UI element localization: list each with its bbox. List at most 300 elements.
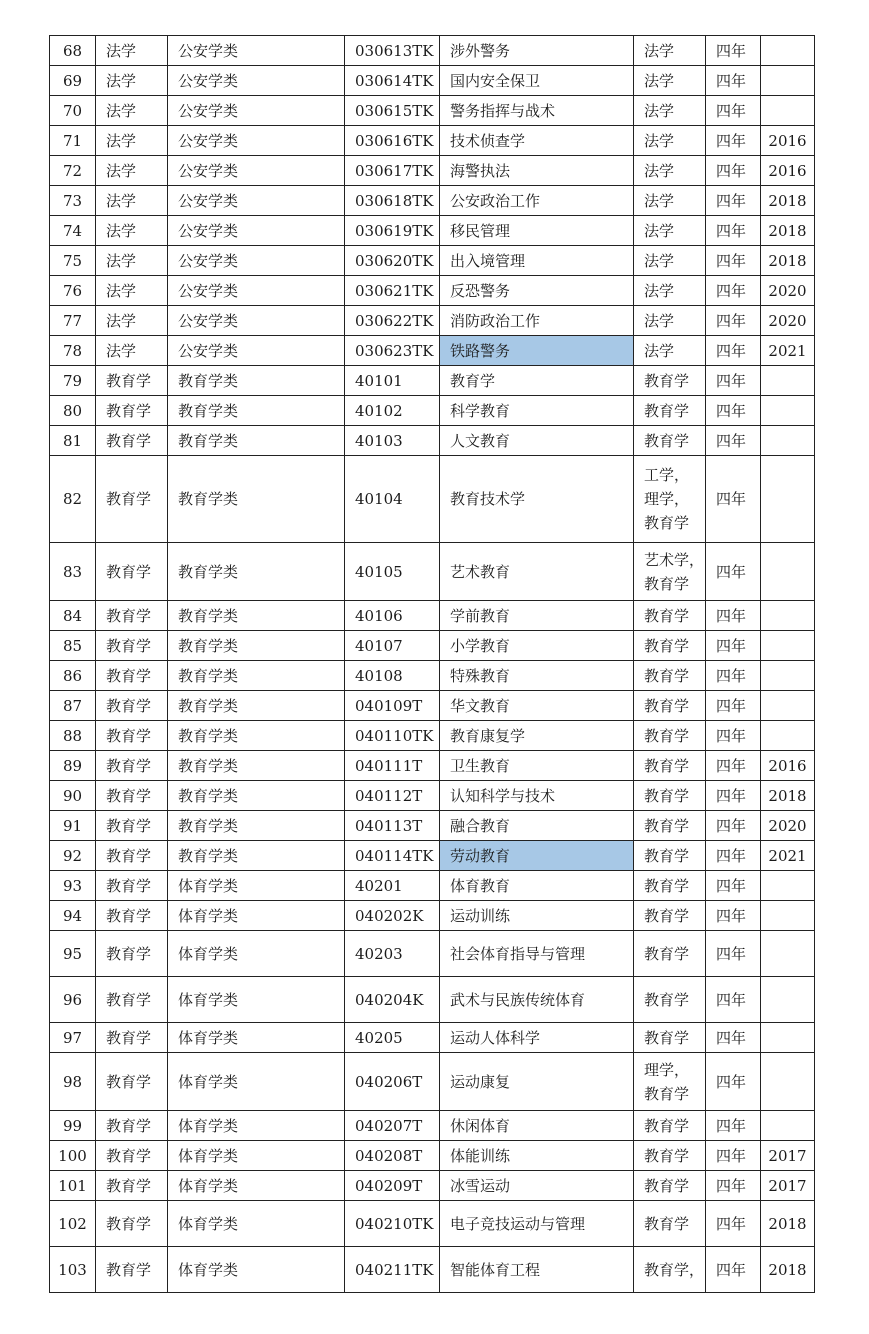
category-cell: 教育学类 [168,631,345,661]
duration-cell: 四年 [706,186,761,216]
code-cell: 030614TK [345,66,440,96]
category-cell: 体育学类 [168,1247,345,1293]
discipline-cell: 法学 [96,36,168,66]
duration-cell: 四年 [706,841,761,871]
major-name-cell: 卫生教育 [440,751,634,781]
code-cell: 040114TK [345,841,440,871]
discipline-cell: 教育学 [96,1111,168,1141]
table-row [50,36,815,66]
degree-line: 教育学 [644,401,690,420]
year-added-cell: 2021 [761,336,815,366]
degree-line: 教育学 [644,906,690,925]
discipline-cell: 教育学 [96,841,168,871]
major-name-cell: 小学教育 [440,631,634,661]
code-cell: 040204K [345,977,440,1023]
discipline-cell: 教育学 [96,721,168,751]
major-name-cell: 海警执法 [440,156,634,186]
discipline-cell: 法学 [96,336,168,366]
discipline-cell: 教育学 [96,1201,168,1247]
code-cell: 030620TK [345,246,440,276]
row-number: 74 [50,216,96,246]
table-row [50,841,815,871]
year-added-cell [761,977,815,1023]
table-row [50,1247,815,1293]
degree-line: 教育学 [644,876,690,895]
major-name-cell: 出入境管理 [440,246,634,276]
degree-line: 教育学 [644,606,690,625]
degree-cell [634,841,706,871]
major-name-cell: 技术侦查学 [440,126,634,156]
degree-line: 教育学 [644,1084,690,1103]
degree-line: 法学 [644,341,675,360]
table-row [50,156,815,186]
degree-line: 法学 [644,191,675,210]
year-added-cell [761,66,815,96]
major-name-cell: 劳动教育 [440,841,634,871]
table-row [50,246,815,276]
degree-cell [634,631,706,661]
year-added-cell: 2017 [761,1171,815,1201]
year-added-cell [761,543,815,601]
row-number: 88 [50,721,96,751]
year-added-cell [761,96,815,126]
discipline-cell: 教育学 [96,1171,168,1201]
degree-cell [634,276,706,306]
majors-table [49,35,815,1293]
duration-cell: 四年 [706,276,761,306]
duration-cell: 四年 [706,96,761,126]
degree-line: 法学 [644,281,675,300]
major-name-cell: 铁路警务 [440,336,634,366]
year-added-cell [761,36,815,66]
row-number: 91 [50,811,96,841]
row-number: 70 [50,96,96,126]
duration-cell: 四年 [706,661,761,691]
row-number: 78 [50,336,96,366]
table-row [50,96,815,126]
discipline-cell: 教育学 [96,396,168,426]
major-name-cell: 认知科学与技术 [440,781,634,811]
discipline-cell: 教育学 [96,977,168,1023]
degree-cell [634,811,706,841]
table-row [50,216,815,246]
degree-cell [634,543,706,601]
major-name-cell: 人文教育 [440,426,634,456]
degree-line: 法学 [644,71,675,90]
category-cell: 体育学类 [168,1141,345,1171]
degree-cell [634,601,706,631]
degree-cell [634,1141,706,1171]
code-cell: 40106 [345,601,440,631]
year-added-cell: 2016 [761,751,815,781]
discipline-cell: 法学 [96,96,168,126]
code-cell: 030623TK [345,336,440,366]
code-cell: 40102 [345,396,440,426]
category-cell: 体育学类 [168,977,345,1023]
year-added-cell: 2018 [761,1201,815,1247]
degree-line: 理学， [644,1060,690,1079]
degree-cell [634,246,706,276]
degree-cell [634,336,706,366]
year-added-cell [761,931,815,977]
discipline-cell: 教育学 [96,543,168,601]
degree-line: 教育学 [644,846,690,865]
major-name-cell: 电子竞技运动与管理 [440,1201,634,1247]
major-name-cell: 体能训练 [440,1141,634,1171]
major-name-cell: 科学教育 [440,396,634,426]
degree-cell [634,1247,706,1293]
row-number: 90 [50,781,96,811]
major-name-cell: 国内安全保卫 [440,66,634,96]
category-cell: 教育学类 [168,691,345,721]
category-cell: 公安学类 [168,186,345,216]
code-cell: 030618TK [345,186,440,216]
duration-cell: 四年 [706,977,761,1023]
table-row [50,691,815,721]
row-number: 84 [50,601,96,631]
discipline-cell: 教育学 [96,601,168,631]
discipline-cell: 教育学 [96,1023,168,1053]
degree-cell [634,977,706,1023]
year-added-cell [761,396,815,426]
major-name-cell: 智能体育工程 [440,1247,634,1293]
year-added-cell [761,1053,815,1111]
duration-cell: 四年 [706,1023,761,1053]
degree-cell [634,1053,706,1111]
major-name-cell: 融合教育 [440,811,634,841]
major-name-cell: 教育学 [440,366,634,396]
category-cell: 公安学类 [168,126,345,156]
degree-cell [634,126,706,156]
row-number: 98 [50,1053,96,1111]
discipline-cell: 教育学 [96,366,168,396]
degree-cell [634,156,706,186]
degree-line: 教育学 [644,990,690,1009]
category-cell: 教育学类 [168,721,345,751]
category-cell: 公安学类 [168,276,345,306]
degree-line: 教育学 [644,371,690,390]
code-cell: 040110TK [345,721,440,751]
code-cell: 040208T [345,1141,440,1171]
row-number: 76 [50,276,96,306]
major-name-cell: 运动训练 [440,901,634,931]
degree-cell [634,306,706,336]
duration-cell: 四年 [706,1201,761,1247]
code-cell: 030616TK [345,126,440,156]
category-cell: 教育学类 [168,396,345,426]
row-number: 100 [50,1141,96,1171]
year-added-cell [761,691,815,721]
table-row [50,1201,815,1247]
degree-cell [634,931,706,977]
row-number: 77 [50,306,96,336]
major-name-cell: 社会体育指导与管理 [440,931,634,977]
year-added-cell [761,1111,815,1141]
duration-cell: 四年 [706,631,761,661]
discipline-cell: 教育学 [96,781,168,811]
row-number: 69 [50,66,96,96]
year-added-cell: 2018 [761,1247,815,1293]
discipline-cell: 教育学 [96,456,168,543]
category-cell: 教育学类 [168,426,345,456]
duration-cell: 四年 [706,306,761,336]
duration-cell: 四年 [706,1247,761,1293]
code-cell: 040206T [345,1053,440,1111]
degree-line: 法学 [644,101,675,120]
degree-line: 法学 [644,251,675,270]
major-name-cell: 休闲体育 [440,1111,634,1141]
discipline-cell: 教育学 [96,751,168,781]
degree-line: 教育学 [644,574,690,593]
major-name-cell: 学前教育 [440,601,634,631]
row-number: 80 [50,396,96,426]
table-row [50,811,815,841]
duration-cell: 四年 [706,691,761,721]
code-cell: 040211TK [345,1247,440,1293]
degree-cell [634,781,706,811]
major-name-cell: 体育教育 [440,871,634,901]
year-added-cell [761,1023,815,1053]
table-row [50,631,815,661]
code-cell: 40105 [345,543,440,601]
major-name-cell: 消防政治工作 [440,306,634,336]
table-row [50,977,815,1023]
major-name-cell: 警务指挥与战术 [440,96,634,126]
table-row [50,1053,815,1111]
degree-line: 理学， [644,490,690,508]
year-added-cell: 2018 [761,246,815,276]
degree-line: 教育学 [644,756,690,775]
major-name-cell: 教育康复学 [440,721,634,751]
row-number: 103 [50,1247,96,1293]
year-added-cell: 2018 [761,781,815,811]
degree-line: 法学 [644,41,675,60]
table-row [50,661,815,691]
degree-line: 教育学 [644,696,690,715]
row-number: 97 [50,1023,96,1053]
degree-cell [634,751,706,781]
degree-cell [634,1201,706,1247]
table-row [50,1171,815,1201]
duration-cell: 四年 [706,1171,761,1201]
major-name-cell: 冰雪运动 [440,1171,634,1201]
code-cell: 040111T [345,751,440,781]
table-row [50,751,815,781]
code-cell: 40103 [345,426,440,456]
duration-cell: 四年 [706,36,761,66]
major-name-cell: 涉外警务 [440,36,634,66]
table-row [50,931,815,977]
code-cell: 040113T [345,811,440,841]
duration-cell: 四年 [706,931,761,977]
degree-line: 教育学 [644,636,690,655]
degree-cell [634,96,706,126]
row-number: 96 [50,977,96,1023]
degree-cell [634,216,706,246]
row-number: 68 [50,36,96,66]
duration-cell: 四年 [706,456,761,543]
year-added-cell: 2017 [761,1141,815,1171]
duration-cell: 四年 [706,126,761,156]
category-cell: 体育学类 [168,1171,345,1201]
major-name-cell: 反恐警务 [440,276,634,306]
degree-cell [634,186,706,216]
degree-line: 教育学， [644,1260,705,1279]
duration-cell: 四年 [706,426,761,456]
year-added-cell [761,721,815,751]
degree-cell [634,66,706,96]
category-cell: 公安学类 [168,306,345,336]
degree-line: 法学 [644,161,675,180]
duration-cell: 四年 [706,156,761,186]
duration-cell: 四年 [706,66,761,96]
row-number: 93 [50,871,96,901]
major-name-cell: 公安政治工作 [440,186,634,216]
table-row [50,721,815,751]
duration-cell: 四年 [706,721,761,751]
table-row [50,1023,815,1053]
discipline-cell: 法学 [96,156,168,186]
code-cell: 40203 [345,931,440,977]
category-cell: 公安学类 [168,96,345,126]
category-cell: 教育学类 [168,661,345,691]
row-number: 82 [50,456,96,543]
category-cell: 体育学类 [168,1023,345,1053]
degree-line: 法学 [644,221,675,240]
row-number: 71 [50,126,96,156]
major-name-cell: 特殊教育 [440,661,634,691]
degree-cell [634,691,706,721]
category-cell: 教育学类 [168,781,345,811]
degree-line: 教育学 [644,1176,690,1195]
row-number: 86 [50,661,96,691]
code-cell: 030621TK [345,276,440,306]
year-added-cell: 2016 [761,126,815,156]
degree-line: 教育学 [644,786,690,805]
duration-cell: 四年 [706,543,761,601]
table-row [50,426,815,456]
year-added-cell [761,456,815,543]
degree-line: 教育学 [644,944,690,963]
degree-line: 教育学 [644,514,690,532]
table-row [50,781,815,811]
discipline-cell: 法学 [96,186,168,216]
discipline-cell: 教育学 [96,631,168,661]
degree-cell [634,456,706,543]
year-added-cell [761,426,815,456]
degree-cell [634,1171,706,1201]
row-number: 73 [50,186,96,216]
row-number: 95 [50,931,96,977]
category-cell: 公安学类 [168,336,345,366]
major-name-cell: 运动康复 [440,1053,634,1111]
discipline-cell: 法学 [96,246,168,276]
code-cell: 040207T [345,1111,440,1141]
row-number: 87 [50,691,96,721]
discipline-cell: 教育学 [96,661,168,691]
discipline-cell: 法学 [96,306,168,336]
degree-cell [634,396,706,426]
year-added-cell [761,871,815,901]
major-name-cell: 武术与民族传统体育 [440,977,634,1023]
table-row [50,366,815,396]
year-added-cell: 2020 [761,306,815,336]
table-row [50,126,815,156]
duration-cell: 四年 [706,216,761,246]
code-cell: 040202K [345,901,440,931]
category-cell: 体育学类 [168,871,345,901]
year-added-cell: 2018 [761,186,815,216]
table-row [50,66,815,96]
discipline-cell: 教育学 [96,931,168,977]
code-cell: 030617TK [345,156,440,186]
major-name-cell: 华文教育 [440,691,634,721]
row-number: 83 [50,543,96,601]
category-cell: 教育学类 [168,751,345,781]
duration-cell: 四年 [706,601,761,631]
category-cell: 公安学类 [168,66,345,96]
degree-line: 工学， [644,466,690,484]
table-row [50,186,815,216]
code-cell: 40101 [345,366,440,396]
table-row [50,336,815,366]
category-cell: 公安学类 [168,246,345,276]
row-number: 81 [50,426,96,456]
year-added-cell: 2016 [761,156,815,186]
discipline-cell: 教育学 [96,1247,168,1293]
row-number: 85 [50,631,96,661]
duration-cell: 四年 [706,246,761,276]
category-cell: 教育学类 [168,543,345,601]
major-name-cell: 艺术教育 [440,543,634,601]
major-name-cell: 教育技术学 [440,456,634,543]
category-cell: 教育学类 [168,366,345,396]
discipline-cell: 教育学 [96,901,168,931]
row-number: 72 [50,156,96,186]
duration-cell: 四年 [706,1111,761,1141]
code-cell: 040109T [345,691,440,721]
degree-line: 法学 [644,131,675,150]
table-row [50,276,815,306]
table-row [50,901,815,931]
degree-line: 艺术学， [644,550,705,569]
degree-cell [634,1023,706,1053]
table-row [50,871,815,901]
row-number: 79 [50,366,96,396]
discipline-cell: 法学 [96,126,168,156]
degree-cell [634,721,706,751]
major-name-cell: 运动人体科学 [440,1023,634,1053]
code-cell: 030615TK [345,96,440,126]
category-cell: 公安学类 [168,216,345,246]
discipline-cell: 法学 [96,66,168,96]
year-added-cell [761,661,815,691]
table-row [50,396,815,426]
duration-cell: 四年 [706,871,761,901]
degree-cell [634,1111,706,1141]
year-added-cell: 2018 [761,216,815,246]
discipline-cell: 教育学 [96,1053,168,1111]
code-cell: 030619TK [345,216,440,246]
category-cell: 教育学类 [168,811,345,841]
discipline-cell: 教育学 [96,691,168,721]
row-number: 99 [50,1111,96,1141]
degree-cell [634,661,706,691]
year-added-cell: 2020 [761,276,815,306]
category-cell: 体育学类 [168,1053,345,1111]
degree-cell [634,36,706,66]
year-added-cell [761,366,815,396]
